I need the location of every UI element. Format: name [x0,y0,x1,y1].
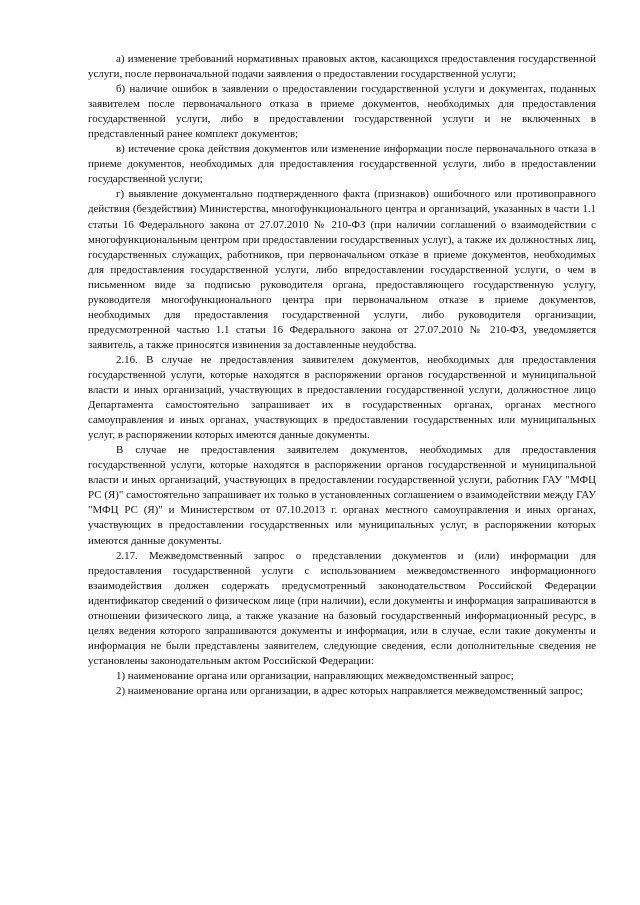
paragraph-item-b: б) наличие ошибок в заявлении о предоставлении государственной услуги и документах, поданных заявителем после первоначального отказа в приеме документов, необходимых для предоставления государственной услуги, либо в предоставлении государственной услуги и не включенных в представленный ранее комплект документов; [88,83,596,141]
list-item-2: 2) наименование органа или организации, в адрес которых направляется межведомственный запрос; [116,684,583,697]
paragraph-section-2-16: 2.16. В случае не предоставления заявителем документов, необходимых для предоставления государственной услуги, которые находятся в распоряжении органов государственной и муниципальной власти и иных организаций, участвующих в предоставлении государственной услуги, должностное лицо Департамента самостоятельно запрашивает их в государственных органах, органах местного самоуправления и иных органах, участвующих в предоставлении государственных или муниципальных услуг, в распоряжении которых имеются данные документы. [88,353,596,442]
paragraph-mfc-request: В случае не предоставления заявителем документов, необходимых для предоставления государственной услуги, которые находятся в распоряжении органов государственной и муниципальной власти и иных организаций, участвующих в предоставлении государственной услуги, работник ГАУ "МФЦ РС (Я)" самостоятельно запрашивает их только в установленных соглашением о взаимодействии между ГАУ "МФЦ РС (Я)" и Министерством от 07.10.2013 г. органах местного самоуправления и иных органах, участвующих в предоставлении государственных или муниципальных услуг, в распоряжении которых имеются данные документы. [88,444,596,547]
list-item-1: 1) наименование органа или организации, направляющих межведомственный запрос; [116,669,514,682]
document-page [88,52,596,699]
paragraph-item-g: г) выявление документально подтвержденного факта (признаков) ошибочного или противоправного действия (бездействия) Министерства, многофункционального центра и организаций, указанных в части 1.1 статьи 16 Федерального закона от 27.07.2010 № 210-ФЗ (при наличии соглашений о взаимодействии с многофункциональным центром при предоставлении государственных услуг), а также их должностных лиц, государственных служащих, работников, при первоначальном отказе в приеме документов, необходимых для предоставления государственной услуги, либо впредоставлении государственной услуги, о чем в письменном виде за подписью руководителя органа, предоставляющего государственную услугу, руководителя многофункционального центра при первоначальном отказе в приеме документов, необходимых для предоставления государственной услуги, либо руководителя организации, предусмотренной частью 1.1 статьи 16 Федерального закона от 27.07.2010 № 210-ФЗ, уведомляется заявитель, а также приносятся извинения за доставленные неудобства. [88,188,596,351]
paragraph-item-a: а) изменение требований нормативных правовых актов, касающихся предоставления государственной услуги, после первоначальной подачи заявления о предоставлении государственной услуги; [88,53,596,81]
paragraph-section-2-17: 2.17. Межведомственный запрос о представлении документов и (или) информации для предоставления государственной услуги с использованием межведомственного информационного взаимодействия должен содержать предусмотренный законодательством Российской Федерации идентификатор сведений о физическом лице (при наличии), если документы и информация запрашиваются в отношении физического лица, а также указание на базовый государственный информационный ресурс, в целях ведения которого запрашиваются документы и информация, или в случае, если такие документы и информация не были представлены заявителем, следующие сведения, если дополнительные сведения не установлены законодательным актом Российской Федерации: [88,549,596,667]
paragraph-item-v: в) истечение срока действия документов или изменение информации после первоначального отказа в приеме документов, необходимых для предоставления государственной услуги, либо в предоставлении государственной услуги; [88,143,596,186]
